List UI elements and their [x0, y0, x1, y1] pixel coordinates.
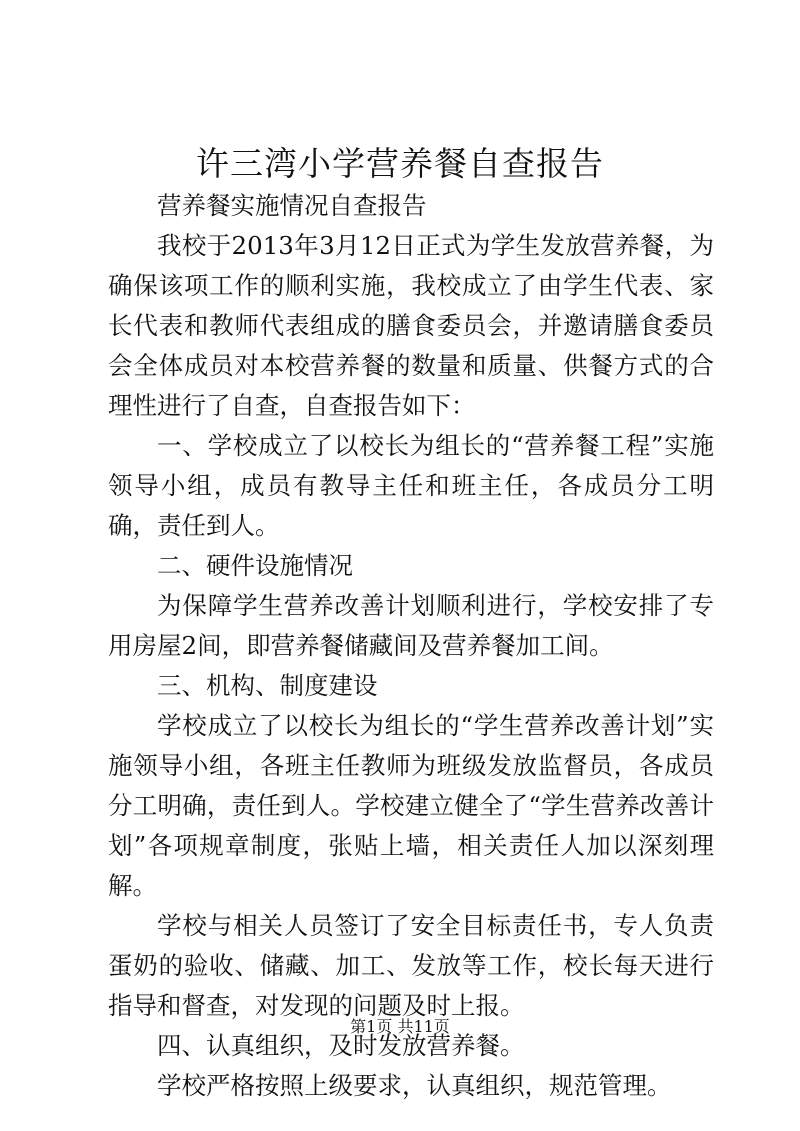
body-paragraph: 学校严格按照上级要求，认真组织，规范管理。	[157, 1071, 672, 1100]
body-paragraph: 为保障学生营养改善计划顺利进行，学校安排了专用房屋2间，即营养餐储藏间及营养餐加工间。	[108, 591, 714, 660]
section-paragraph: 一、学校成立了以校长为组长的“营养餐工程”实施领导小组，成员有教导主任和班主任，各成员分工明确，责任到人。	[108, 431, 714, 540]
section-heading: 二、硬件设施情况	[157, 551, 353, 580]
body-paragraph: 我校于2013年3月12日正式为学生发放营养餐，为确保该项工作的顺利实施，我校成立了由学生代表、家长代表和教师代表组成的膳食委员会，并邀请膳食委员会全体成员对本校营养餐的数量和质量、供餐方式的合理性进行了自查，自查报告如下：	[108, 231, 714, 420]
subtitle-paragraph: 营养餐实施情况自查报告	[157, 191, 427, 220]
body-paragraph: 学校成立了以校长为组长的“学生营养改善计划”实施领导小组，各班主任教师为班级发放监督员，各成员分工明确，责任到人。学校建立健全了“学生营养改善计划”各项规章制度，张贴上墙，相关责任人加以深刻理解。	[108, 711, 714, 900]
body-paragraph: 学校与相关人员签订了安全目标责任书，专人负责蛋奶的验收、储藏、加工、发放等工作，校长每天进行指导和督查，对发现的问题及时上报。	[108, 911, 714, 1020]
document-title: 许三湾小学营养餐自查报告	[196, 144, 604, 183]
page-number-footer: 第1页 共11页	[350, 1017, 450, 1036]
document-body	[108, 186, 714, 1106]
section-heading: 四、认真组织，及时发放营养餐。	[157, 1031, 525, 1060]
section-heading: 三、机构、制度建设	[157, 671, 378, 700]
